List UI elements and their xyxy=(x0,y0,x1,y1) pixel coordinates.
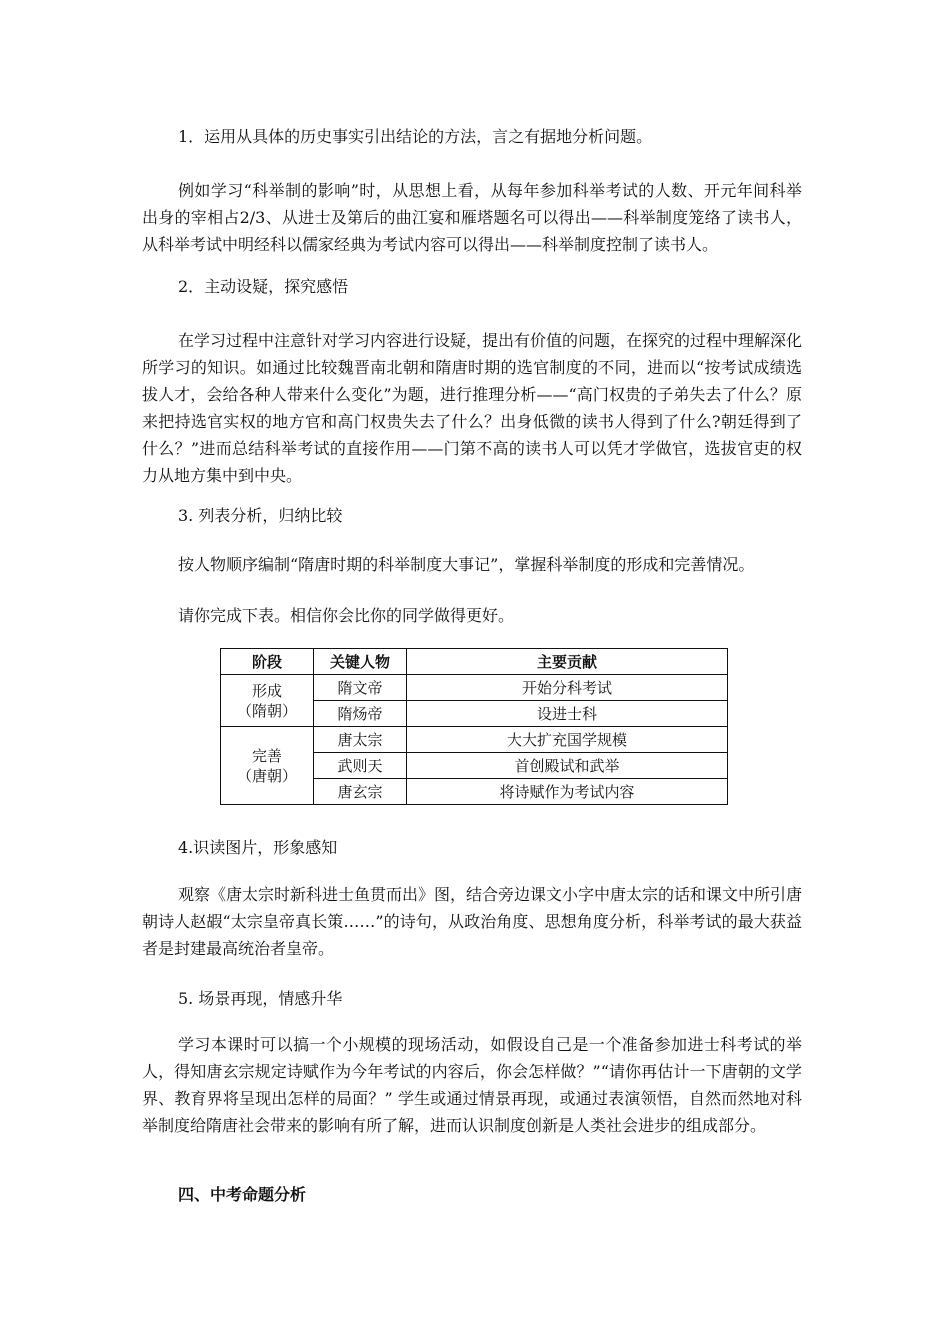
header-person: 关键人物 xyxy=(314,649,407,675)
person-cell: 唐太宗 xyxy=(314,727,407,753)
section-heading: 四、中考命题分析 xyxy=(178,1185,307,1204)
person-cell: 唐玄宗 xyxy=(314,779,407,805)
table-row xyxy=(221,675,728,701)
p3-heading: 3. 列表分析，归纳比较 xyxy=(178,506,343,525)
contribution-cell: 设进士科 xyxy=(407,701,728,727)
p2-heading: 2．主动设疑，探究感悟 xyxy=(178,277,349,296)
p1-body: 例如学习“科举制的影响”时，从思想上看，从每年参加科举考试的人数、开元年间科举出身的宰相占2/3、从进士及第后的曲江宴和雁塔题名可以得出——科举制度笼络了读书人，从科举考试中明经科以儒家经典为考试内容可以得出——科举制度控制了读书人。 xyxy=(142,181,802,254)
p3-body1: 按人物顺序编制“隋唐时期的科举制度大事记”，掌握科举制度的形成和完善情况。 xyxy=(178,555,755,574)
p2-body: 在学习过程中注意针对学习内容进行设疑，提出有价值的问题，在探究的过程中理解深化所学习的知识。如通过比较魏晋南北朝和隋唐时期的选官制度的不同，进而以“按考试成绩选拔人才，会给各种人带来什么变化”为题，进行推理分析——“高门权贵的子弟失去了什么？原来把持选官实权的地方官和高门权贵失去了什么？出身低微的读书人得到了什么?朝廷得到了什么？”进而总结科举考试的直接作用——门第不高的读书人可以凭才学做官，选拔官吏的权力从地方集中到中央。 xyxy=(142,331,803,485)
contribution-cell: 开始分科考试 xyxy=(407,675,728,701)
p4-heading: 4.识读图片，形象感知 xyxy=(178,838,338,857)
imperial-exam-table xyxy=(220,648,728,805)
contribution-cell: 大大扩充国学规模 xyxy=(407,727,728,753)
p4-body: 观察《唐太宗时新科进士鱼贯而出》图，结合旁边课文小字中唐太宗的话和课文中所引唐朝诗人赵嘏“太宗皇帝真长策……”的诗句，从政治角度、思想角度分析，科举考试的最大获益者是封建最高统治者皇帝。 xyxy=(142,885,803,958)
stage-name: 完善 xyxy=(251,746,282,765)
contribution-cell: 首创殿试和武举 xyxy=(407,753,728,779)
person-cell: 武则天 xyxy=(314,753,407,779)
p3-body2: 请你完成下表。相信你会比你的同学做得更好。 xyxy=(178,606,515,625)
person-cell: 隋炀帝 xyxy=(314,701,407,727)
p1-heading: 1．运用从具体的历史事实引出结论的方法，言之有据地分析问题。 xyxy=(178,127,653,146)
table-header-row xyxy=(221,649,728,675)
stage-name: 形成 xyxy=(251,681,282,700)
header-contribution: 主要贡献 xyxy=(407,649,728,675)
person-cell: 隋文帝 xyxy=(314,675,407,701)
stage-cell-sui xyxy=(221,675,314,727)
stage-cell-tang xyxy=(221,727,314,805)
stage-dynasty: （隋朝） xyxy=(236,701,297,720)
p5-heading: 5. 场景再现，情感升华 xyxy=(178,989,343,1008)
p5-body: 学习本课时可以搞一个小规模的现场活动，如假设自己是一个准备参加进士科考试的举人，得知唐玄宗规定诗赋作为今年考试的内容后，你会怎样做？”“请你再估计一下唐朝的文学界、教育界将呈现出怎样的局面？” 学生或通过情景再现，或通过表演领悟，自然而然地对科举制度给隋唐社会带来的影响有所了解，进而认识制度创新是人类社会进步的组成部分。 xyxy=(142,1035,802,1135)
header-stage: 阶段 xyxy=(221,649,314,675)
stage-dynasty: （唐朝） xyxy=(236,766,297,785)
contribution-cell: 将诗赋作为考试内容 xyxy=(407,779,728,805)
table-row xyxy=(221,727,728,753)
